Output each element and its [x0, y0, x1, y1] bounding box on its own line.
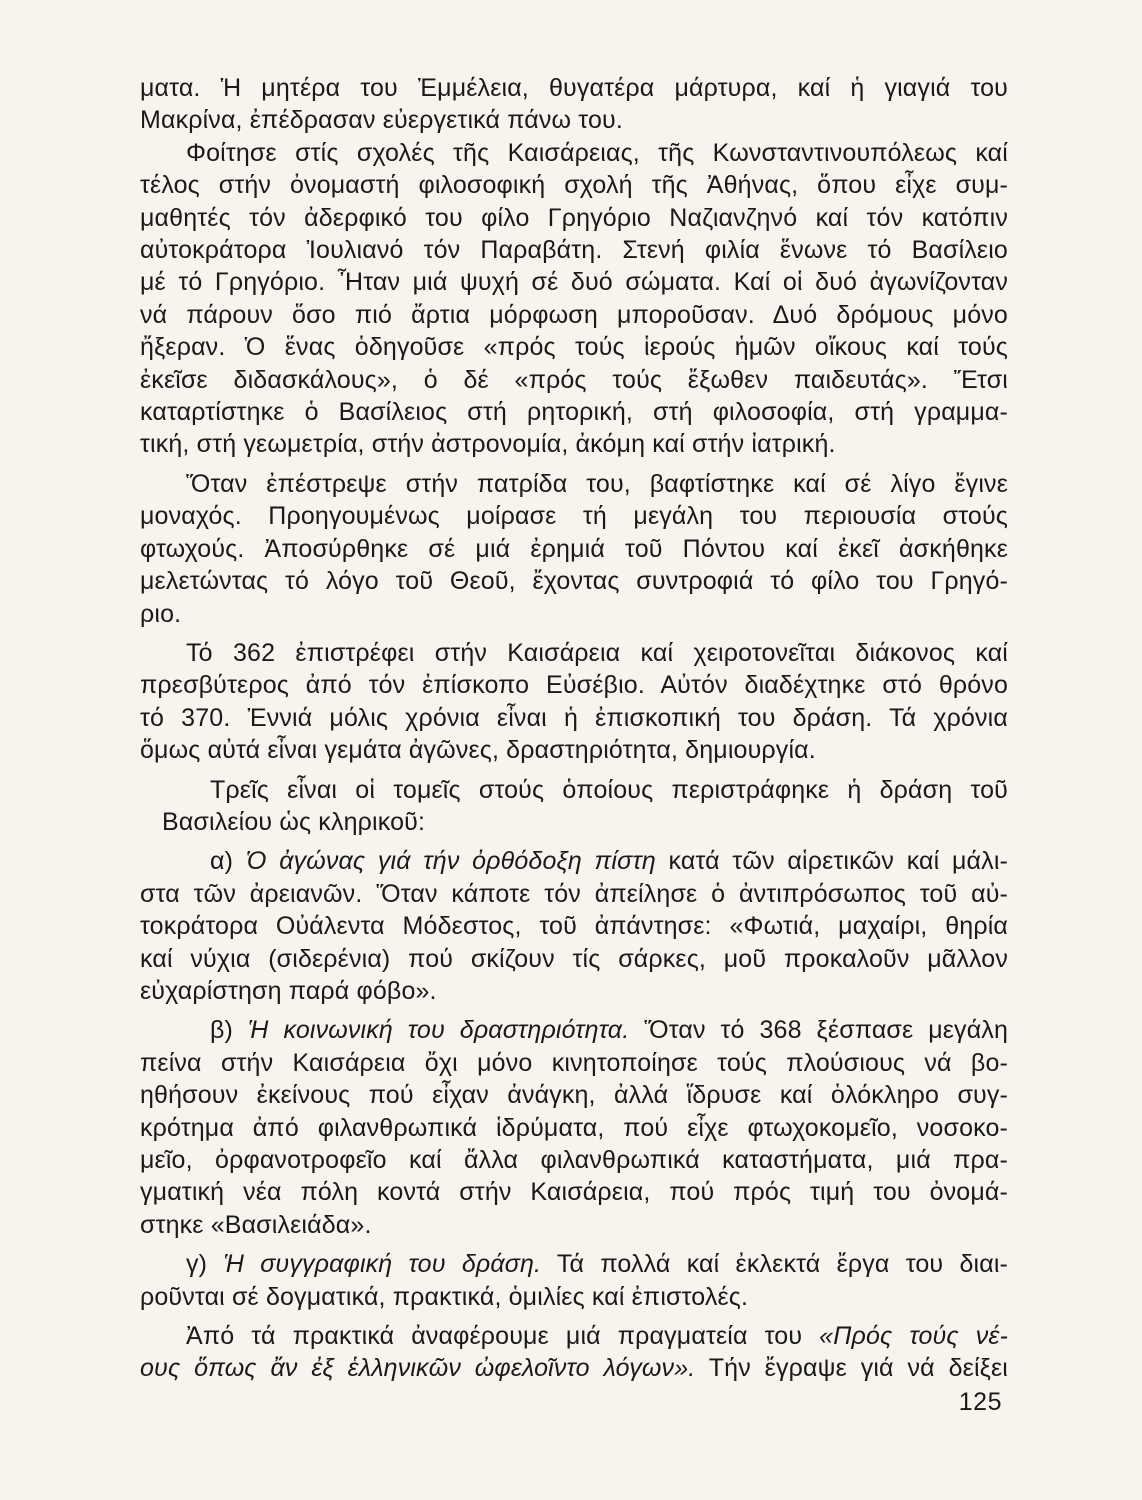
text-line: μέ τό Γρηγόριο. Ἦταν μιά ψυχή σέ δυό σώματα. Καί οἱ δυό ἀγωνίζονταν	[140, 268, 1008, 297]
text-line	[140, 1248, 1008, 1280]
section-heading: Ἡ κοινωνική του δραστηριότητα.	[247, 1016, 630, 1045]
text-line: Φοίτησε στίς σχολές τῆς Καισάρειας, τῆς Κωνσταντινουπόλεως καί	[186, 138, 1008, 167]
text-line: στηκε «Βασιλειάδα».	[140, 1210, 372, 1239]
text-line: τική, στή γεωμετρία, στήν ἀστρονομία, ἀκόμη καί στήν ἰατρική.	[140, 430, 836, 459]
text-line: μελετώντας τό λόγο τοῦ Θεοῦ, ἔχοντας συντροφιά τό φίλο του Γρηγό-	[140, 567, 1008, 596]
text-run: Τήν ἔγραψε γιά νά δείξει	[695, 1354, 1008, 1383]
text-run: κατά τῶν αἱρετικῶν καί μάλι-	[655, 847, 1008, 876]
text-line: Τρεῖς εἶναι οἱ τομεῖς στούς ὁποίους περιστράφηκε ἡ δράση τοῦ	[210, 775, 1008, 804]
page-number: 125	[958, 1388, 1002, 1416]
text-line: κρότημα ἀπό φιλανθρωπικά ἱδρύματα, πού εἶχε φτωχοκομεῖο, νοσοκο-	[140, 1113, 1008, 1142]
list-marker: α)	[210, 847, 246, 876]
text-line: Τό 362 ἐπιστρέφει στήν Καισάρεια καί χειροτονεῖται διάκονος καί	[186, 638, 1008, 667]
text-line: ροῦνται σέ δογματικά, πρακτικά, ὁμιλίες καί ἐπιστολές.	[140, 1282, 749, 1311]
text-line: γματική νέα πόλη κοντά στήν Καισάρεια, πού πρός τιμή του ὀνομά-	[140, 1178, 1008, 1207]
list-marker: γ)	[186, 1250, 224, 1279]
treatise-title: «Πρός τούς νέ-	[819, 1322, 1008, 1351]
text-line	[140, 1320, 1008, 1352]
text-line: καί νύχια (σιδερένια) πού σκίζουν τίς σάρκες, μοῦ προκαλοῦν μᾶλλον	[140, 944, 1008, 973]
text-line: πρεσβύτερος ἀπό τόν ἐπίσκοπο Εὐσέβιο. Αὐτόν διαδέχτηκε στό θρόνο	[140, 671, 1008, 700]
text-line: ματα. Ἡ μητέρα του Ἐμμέλεια, θυγατέρα μάρτυρα, καί ἡ γιαγιά του	[140, 74, 1008, 102]
text-line: τέλος στήν ὀνομαστή φιλοσοφική σχολή τῆς Ἀθήνας, ὅπου εἶχε συμ-	[140, 171, 1008, 200]
text-line: τοκράτορα Οὐάλεντα Μόδεστος, τοῦ ἀπάντησε: «Φωτιά, μαχαίρι, θηρία	[140, 912, 1008, 941]
text-line: μοναχός. Προηγουμένως μοίρασε τή μεγάλη του περιουσία στούς	[140, 502, 1008, 531]
text-line: Βασιλείου ὡς κληρικοῦ:	[162, 807, 426, 836]
text-line	[140, 845, 1008, 877]
text-run: Ὅταν τό 368 ξέσπασε μεγάλη	[629, 1016, 1009, 1045]
treatise-title: ους ὅπως ἄν ἐξ ἑλληνικῶν ὠφελοῖντο λόγων».	[140, 1354, 696, 1383]
list-marker: β)	[210, 1016, 248, 1045]
text-line: ὅμως αὐτά εἶναι γεμάτα ἀγῶνες, δραστηριότητα, δημιουργία.	[140, 736, 816, 765]
text-line	[140, 1014, 1008, 1046]
text-line: μαθητές τόν ἀδερφικό του φίλο Γρηγόριο Ναζιανζηνό καί τόν κατόπιν	[140, 203, 1008, 232]
text-line: στα τῶν ἀρειανῶν. Ὅταν κάποτε τόν ἀπείλησε ὁ ἀντιπρόσωπος τοῦ αὐ-	[140, 879, 1008, 908]
text-line: καταρτίστηκε ὁ Βασίλειος στή ρητορική, στή φιλοσοφία, στή γραμμα-	[140, 398, 1008, 427]
text-line: μεῖο, ὀρφανοτροφεῖο καί ἄλλα φιλανθρωπικά καταστήματα, μιά πρα-	[140, 1146, 1008, 1174]
text-line: πείνα στήν Καισάρεια ὄχι μόνο κινητοποίησε τούς πλούσιους νά βο-	[140, 1048, 1008, 1077]
text-run: Ἀπό τά πρακτικά ἀναφέρουμε μιά πραγματεία του	[186, 1322, 820, 1351]
text-line: ἐκεῖσε διδασκάλους», ὁ δέ «πρός τούς ἔξωθεν παιδευτάς». Ἔτσι	[140, 365, 1008, 394]
text-line: ἤξεραν. Ὁ ἕνας ὁδηγοῦσε «πρός τούς ἱερούς ἡμῶν οἴκους καί τούς	[140, 333, 1008, 362]
text-line: εὐχαρίστηση παρά φόβο».	[140, 976, 437, 1005]
section-heading: Ὁ ἀγώνας γιά τήν ὀρθόδοξη πίστη	[245, 847, 656, 876]
text-line: τό 370. Ἐννιά μόλις χρόνια εἶναι ἡ ἐπισκοπική του δράση. Τά χρόνια	[140, 703, 1008, 732]
text-line: Ὅταν ἐπέστρεψε στήν πατρίδα του, βαφτίστηκε καί σέ λίγο ἔγινε	[186, 469, 1008, 498]
text-line: νά πάρουν ὅσο πιό ἄρτια μόρφωση μποροῦσαν. Δυό δρόμους μόνο	[140, 300, 1008, 329]
text-line: Μακρίνα, ἐπέδρασαν εὐεργετικά πάνω του.	[140, 106, 623, 135]
body-text	[140, 72, 1008, 1385]
text-run: Τά πολλά καί ἐκλεκτά ἔργα του διαι-	[541, 1250, 1008, 1279]
text-line: ριο.	[140, 599, 182, 628]
text-line: ηθήσουν ἐκείνους πού εἶχαν ἀνάγκη, ἀλλά ἵδρυσε καί ὁλόκληρο συγ-	[140, 1081, 1008, 1110]
section-heading: Ἡ συγγραφική του δράση.	[223, 1250, 542, 1279]
text-line: φτωχούς. Ἀποσύρθηκε σέ μιά ἐρημιά τοῦ Πόντου καί ἐκεῖ ἀσκήθηκε	[140, 534, 1008, 563]
text-line	[140, 1352, 1008, 1384]
text-line: αὐτοκράτορα Ἰουλιανό τόν Παραβάτη. Στενή φιλία ἕνωνε τό Βασίλειο	[140, 236, 1008, 265]
